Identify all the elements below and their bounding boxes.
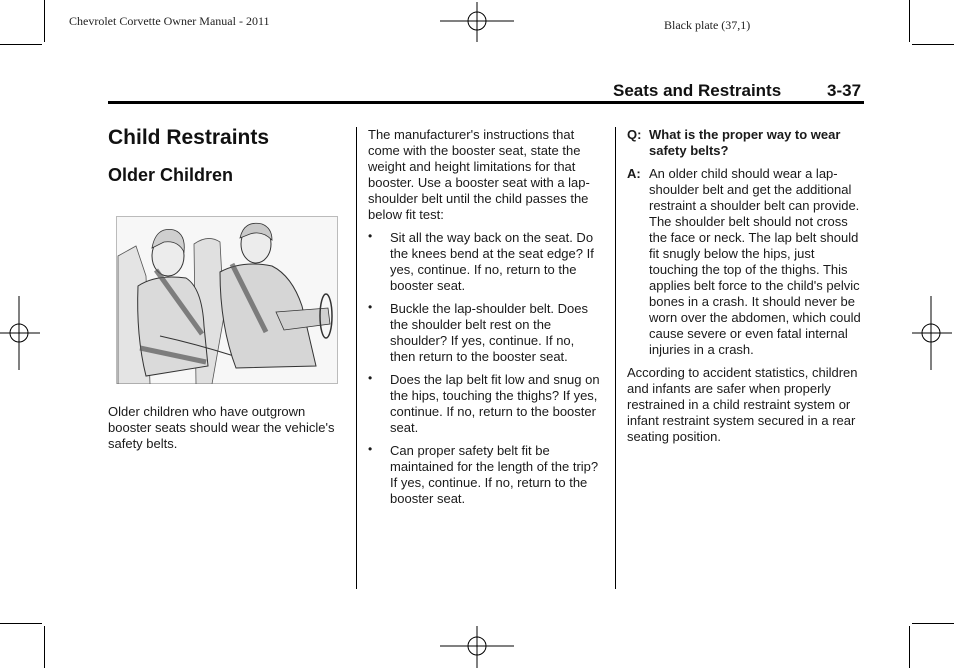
bullet-icon: •	[368, 442, 373, 456]
list-item-text: Can proper safety belt fit be maintained for the length of the trip? If yes, continue. If no, return to the booster seat.	[390, 443, 599, 506]
plate-title: Chevrolet Corvette Owner Manual - 2011	[69, 14, 270, 28]
page-title: Child Restraints	[108, 126, 270, 149]
booster-intro-paragraph: The manufacturer's instructions that come with the booster seat, state the weight and height limitations for that booster. Use a booster seat with a lap-shoulder belt until the child passes the below fit test:	[368, 127, 590, 222]
registration-mark-left-icon	[0, 296, 40, 370]
crop-mark-top-right-h	[912, 44, 954, 45]
header-rule	[108, 101, 864, 104]
bullet-icon: •	[368, 371, 373, 385]
list-item	[368, 230, 603, 294]
answer-block	[627, 166, 863, 358]
question-label: Q:	[627, 127, 642, 142]
list-item	[368, 301, 603, 365]
answer-text: An older child should wear a lap-shoulder belt and get the additional restraint a shoulder belt can provide. The shoulder belt should not cross the face or neck. The lap belt should fit snugly below the hips, just touching the top of the thighs. This applies belt force to the child's pelvic bones in a crash. It should never be worn over the abdomen, which could cause severe or even fatal internal injuries in a crash.	[649, 166, 861, 357]
registration-mark-top-icon	[440, 2, 514, 42]
crop-mark-top-right-v	[909, 0, 910, 42]
registration-mark-right-icon	[912, 296, 952, 370]
list-item-text: Buckle the lap-shoulder belt. Does the shoulder belt rest on the shoulder? If yes, continue. If no, then return to the booster seat.	[390, 301, 589, 364]
registration-mark-bottom-icon	[440, 626, 514, 668]
crop-mark-top-left-h	[0, 44, 42, 45]
list-item	[368, 443, 603, 507]
plate-number: Black plate (37,1)	[664, 18, 751, 32]
answer-label: A:	[627, 166, 641, 181]
list-item	[368, 372, 603, 436]
older-child-safety-belt-illustration	[116, 216, 338, 384]
column-divider-2	[615, 127, 616, 589]
question-text: What is the proper way to wear safety belts?	[649, 127, 841, 158]
section-header: Seats and Restraints	[613, 81, 782, 100]
bullet-icon: •	[368, 229, 373, 243]
crop-mark-bottom-right-h	[912, 623, 954, 624]
column-2	[368, 127, 603, 514]
page-number: 3-37	[827, 81, 862, 100]
crop-mark-bottom-left-v	[44, 626, 45, 668]
crop-mark-bottom-left-h	[0, 623, 42, 624]
illustration-caption: Older children who have outgrown booster seats should wear the vehicle's safety belts.	[108, 404, 335, 451]
list-item-text: Does the lap belt fit low and snug on the hips, touching the thighs? If yes, continue. If no, return to the booster seat.	[390, 372, 600, 435]
column-3	[627, 127, 863, 445]
question-block	[627, 127, 863, 159]
list-item-text: Sit all the way back on the seat. Do the knees bend at the seat edge? If yes, continue. If no, return to the booster seat.	[390, 230, 594, 293]
crop-mark-bottom-right-v	[909, 626, 910, 668]
section-subtitle: Older Children	[108, 165, 234, 185]
statistics-paragraph: According to accident statistics, children and infants are safer when properly restrained in a child restraint system or infant restraint system secured in a rear seating position.	[627, 365, 858, 444]
crop-mark-top-left-v	[44, 0, 45, 42]
bullet-icon: •	[368, 300, 373, 314]
column-divider-1	[356, 127, 357, 589]
